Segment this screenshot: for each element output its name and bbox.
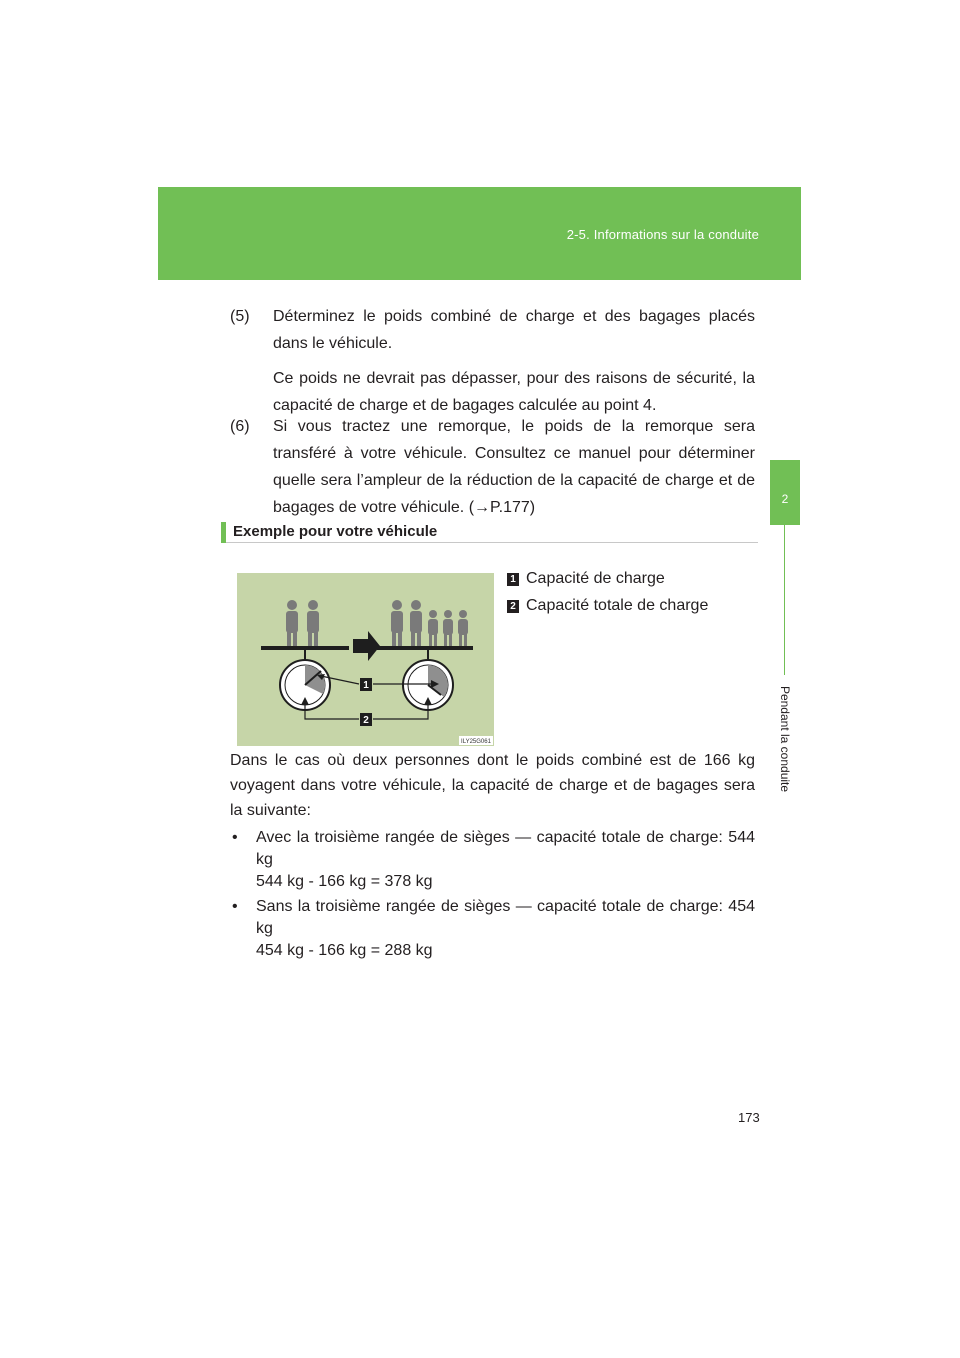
legend-marker: 2 [507, 600, 519, 613]
chapter-label-wrap [776, 676, 794, 806]
example-intro: Dans le cas où deux personnes dont le poids combiné est de 166 kg voyagent dans votre véhicule, la capacité de charge et de bagages sera la suivante: [230, 752, 755, 819]
callout-2-label: 2 [363, 715, 369, 726]
figure-code: ILY25G061 [461, 739, 491, 745]
example-list [230, 827, 755, 962]
platform-right [377, 646, 473, 650]
bullet-marker: • [232, 829, 238, 846]
section-heading [221, 522, 758, 543]
arrow-right-icon [353, 631, 380, 661]
people-before-icon [286, 600, 319, 646]
step-number: (6) [230, 418, 250, 435]
section-header-title: 2-5. Informations sur la conduite [566, 227, 759, 242]
legend-label: Capacité de charge [526, 570, 665, 587]
load-capacity-illustration [237, 573, 494, 746]
illustration-svg [237, 573, 494, 746]
chapter-tab [770, 460, 800, 525]
step-text: Déterminez le poids combiné de charge et des bagages placés dans le véhicule. [273, 308, 755, 352]
chapter-number: 2 [781, 492, 789, 506]
section-title: Exemple pour votre véhicule [233, 523, 438, 540]
bullet-marker: • [232, 898, 238, 915]
section-accent [221, 522, 226, 543]
list-item [230, 827, 755, 893]
step-note: Ce poids ne devrait pas dépasser, pour des raisons de sécurité, la capacité de charge et de bagages calculée au point 4. [273, 370, 755, 414]
callout-1-label: 1 [363, 680, 369, 691]
bullet-text: Avec la troisième rangée de sièges — capacité totale de charge: 544 kg [256, 829, 755, 868]
bullet-calculation: 544 kg - 166 kg = 378 kg [256, 873, 433, 890]
header-band [158, 187, 801, 280]
people-after-icon [391, 600, 468, 646]
legend-marker: 1 [507, 573, 519, 586]
step-number: (5) [230, 308, 250, 325]
step-5 [230, 303, 755, 419]
legend-label: Capacité totale de charge [526, 597, 709, 614]
list-item [230, 896, 755, 962]
step-text: Si vous tractez une remorque, le poids de la remorque sera transféré à votre véhicule. Consultez ce manuel pour déterminer quelle sera l’ampleur de la réduction de la capacité de charge et de bagages de votre véhicule. (→P.177) [273, 418, 755, 516]
chapter-label: Pendant la conduite [778, 685, 792, 793]
chapter-tab-line [784, 525, 785, 675]
bullet-text: Sans la troisième rangée de sièges — capacité totale de charge: 454 kg [256, 898, 755, 937]
step-6 [230, 413, 755, 521]
page-number: 173 [738, 1110, 760, 1125]
platform-left [261, 646, 349, 650]
bullet-calculation: 454 kg - 166 kg = 288 kg [256, 942, 433, 959]
